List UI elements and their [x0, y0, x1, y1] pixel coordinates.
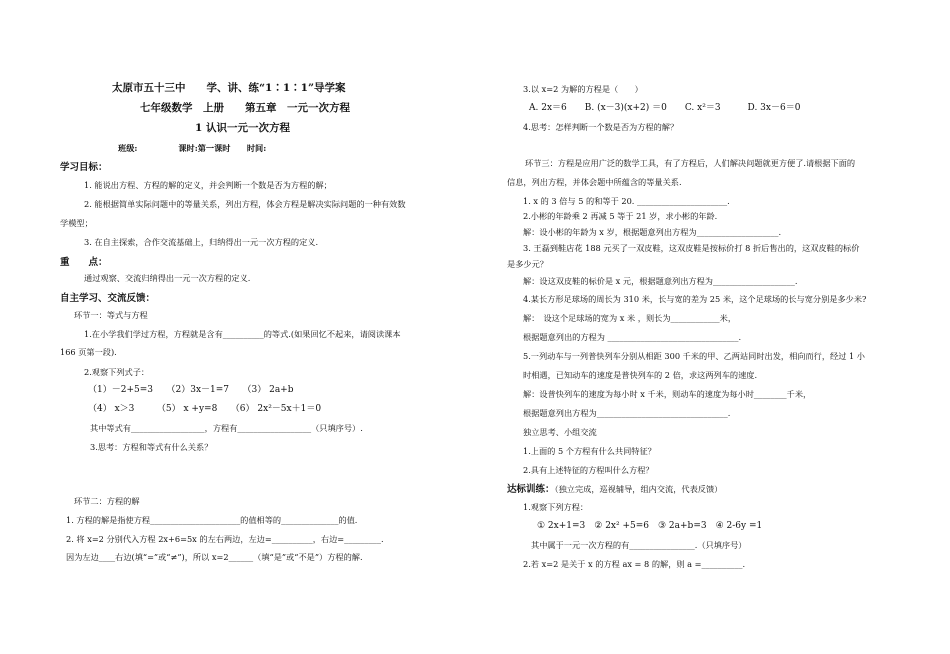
goal-2: 2. 能根据简单实际问题中的等量关系，列出方程，体会方程是解决实际问题的一种有效数	[84, 199, 406, 209]
problem-3-cont: 是多少元？	[507, 259, 548, 269]
course-title: 七年级数学 上册 第五章 一元一次方程	[140, 102, 350, 114]
question-4: 4.思考：怎样判断一个数是否为方程的解？	[523, 122, 679, 132]
section-2-q3: 因为左边____右边(填“=”或“≠”)，所以 x=2______（填“是”或“不是”）方程的解.	[66, 552, 363, 562]
self-study-heading: 自主学习、交流反馈：	[60, 293, 156, 304]
thinking-q2: 2.具有上述特征的方程叫什么方程？	[523, 465, 654, 475]
question-3: 3.以 x=2 为解的方程是（ ）	[523, 84, 643, 94]
problem-4-solution: 解： 设这个足球场的宽为 x 米 ，则长为____________米，	[523, 313, 737, 323]
problem-4: 4.某长方形足球场的周长为 310 米，长与宽的差为 25 米，这个足球场的长与宽分别是多少米?	[523, 294, 867, 304]
question-1-cont: 166 页第一段).	[60, 347, 117, 357]
training-equations: ① 2x+1=3 ② 2x² +5=6 ③ 2a+b=3 ④ 2-6y =1	[537, 521, 763, 531]
question-1: 1.在小学我们学过方程，方程就是含有__________的等式.(如果回忆不起来，请阅读课本	[84, 329, 401, 339]
question-3: 3.思考：方程和等式有什么关系？	[90, 442, 213, 452]
equations-row-1: （1）－2+5=3 （2）3x－1=7 （3） 2a+b	[88, 385, 294, 395]
section-3-intro-cont: 信息，列出方程，并体会题中所蕴含的等量关系.	[507, 177, 682, 187]
section-2-q1: 1. 方程的解是指使方程______________________的值相等的______________的值.	[66, 515, 358, 525]
problem-2: 2.小彬的年龄乘 2 再减 5 等于 21 岁，求小彬的年龄.	[523, 211, 718, 221]
problem-5-cont: 时相遇，已知动车的速度是普快列车的 2 倍，求这两列车的速度.	[523, 370, 758, 380]
problem-4-equation: 根据题意列出的方程为 ________________________________.	[523, 332, 742, 342]
training-heading: 达标训练：	[507, 484, 555, 495]
lesson-title: 1 认识一元一次方程	[195, 122, 290, 134]
independent-thinking: 独立思考、小组交流	[523, 427, 597, 437]
training-q2: 2.若 x=2 是关于 x 的方程 ax = 8 的解，则 a =__________.	[523, 559, 746, 569]
question-2-fill: 其中等式有__________________，方程有__________________（只填序号）.	[90, 423, 363, 433]
training-line	[507, 483, 722, 496]
school-title: 太原市五十三中 学、讲、练“1∶1∶1”导学案	[112, 82, 346, 94]
problem-2-solution: 解：设小彬的年龄为 x 岁，根据题意列出方程为____________________.	[523, 227, 782, 237]
section-3-intro: 环节三：方程是应用广泛的数学工具，有了方程后，人们解决问题就更方便了.请根据下面的	[525, 158, 856, 168]
key-point-text: 通过观察、交流归纳得出一元一次方程的定义.	[84, 273, 251, 283]
goal-1: 1. 能说出方程、方程的解的定义，并会判断一个数是否为方程的解；	[84, 180, 332, 190]
section-2-q2: 2. 将 x=2 分别代入方程 2x+6=5x 的左右两边，左边=__________，右边=_________.	[66, 534, 384, 544]
goal-3: 3. 在自主探索，合作交流基础上，归纳得出一元一次方程的定义.	[84, 237, 319, 247]
problem-3: 3. 王磊到鞋店花 188 元买了一双皮鞋，这双皮鞋是按标价打 8 折后售出的，这双皮鞋的标价	[523, 243, 860, 253]
class-info-line: 班级: 课时:第一课时 时间:	[118, 143, 267, 153]
goals-heading: 学习目标：	[60, 162, 108, 173]
section-1-title: 环节一：等式与方程	[74, 310, 148, 320]
question-3-options: A. 2x＝6 B. (x－3)(x+2) ＝0 C. x²＝3 D. 3x－6＝0	[529, 103, 801, 113]
thinking-q1: 1.上面的 5 个方程有什么共同特征？	[523, 446, 656, 456]
training-note: （独立完成，巡视辅导，组内交流，代表反馈）	[554, 484, 723, 494]
problem-5-solution: 解：设普快列车的速度为每小时 x 千米，则动车的速度为每小时________千米，	[523, 389, 812, 399]
section-2-title: 环节二：方程的解	[74, 496, 140, 506]
training-fill: 其中属于一元一次方程的有________________.（只填序号）	[531, 540, 747, 550]
key-point-heading: 重 点：	[60, 257, 108, 268]
question-2: 2.观察下列式子：	[84, 367, 150, 377]
goal-2-cont: 学模型；	[60, 218, 93, 228]
equations-row-2: （4） x＞3 （5） x +y=8 （6） 2x²－5x＋1＝0	[88, 404, 322, 414]
problem-1: 1. x 的 3 倍与 5 的和等于 20. ______________________.	[523, 196, 730, 206]
problem-5-equation: 根据题意列出方程为________________________________.	[523, 408, 731, 418]
problem-5: 5.一列动车与一列普快列车分别从相距 300 千米的甲、乙两站同时出发，相向而行，经过 1 小	[523, 351, 865, 361]
training-q1: 1.观察下列方程：	[523, 502, 589, 512]
problem-3-solution: 解：设这双皮鞋的标价是 x 元，根据题意列出方程为____________________.	[523, 276, 798, 286]
